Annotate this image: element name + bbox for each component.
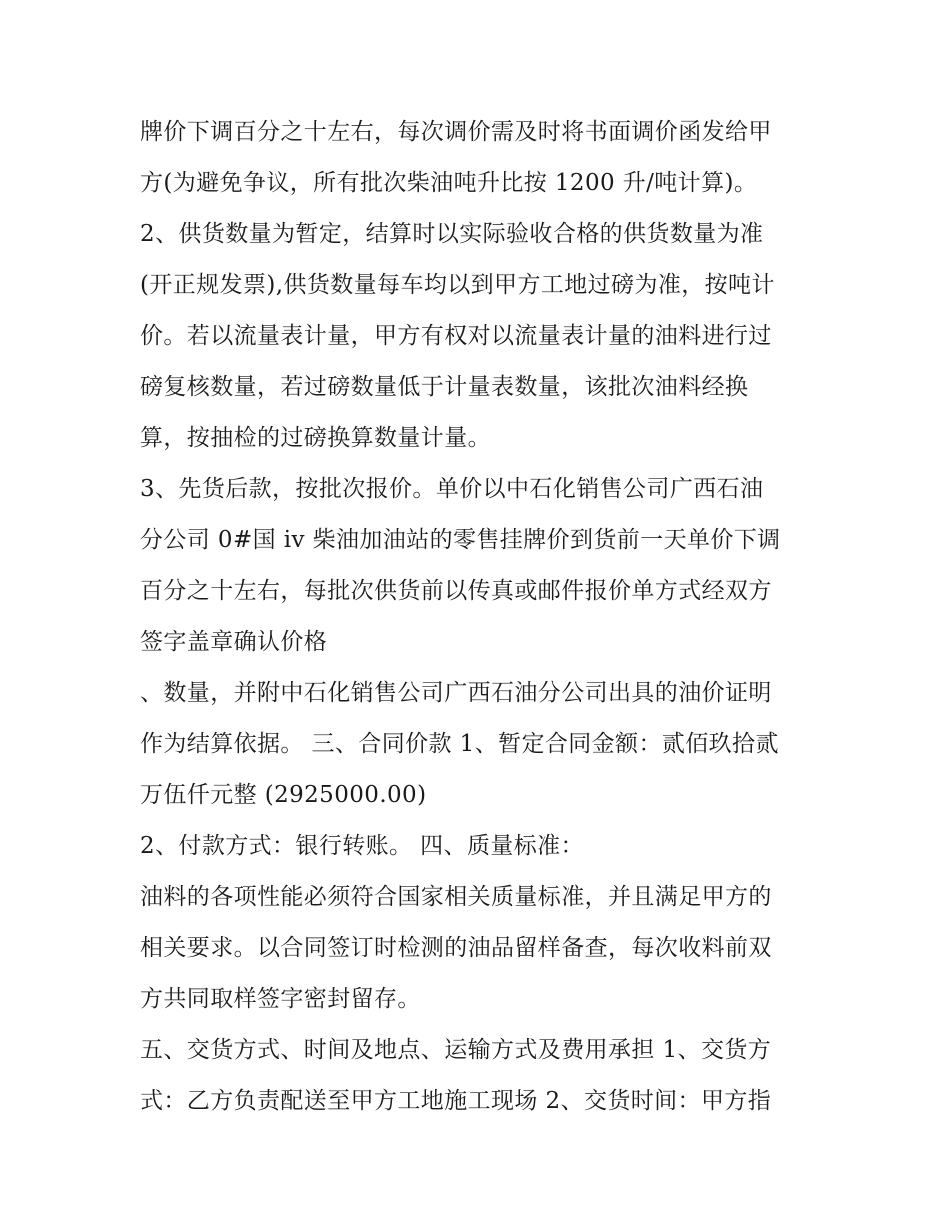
- text-line: 式：乙方负责配送至甲方工地施工现场 2、交货时间：甲方指: [140, 1088, 772, 1114]
- text-line: 价。若以流量表计量，甲方有权对以流量表计量的油料进行过: [140, 323, 772, 349]
- text-line: 百分之十左右，每批次供货前以传真或邮件报价单方式经双方: [140, 578, 772, 604]
- text-line: 磅复核数量，若过磅数量低于计量表数量，该批次油料经换: [140, 374, 749, 400]
- text-line: 方(为避免争议，所有批次柴油吨升比按 1200 升/吨计算)。: [140, 170, 758, 196]
- text-line: 2、供货数量为暂定，结算时以实际验收合格的供货数量为准: [140, 221, 764, 247]
- text-line: 方共同取样签字密封留存。: [140, 986, 421, 1012]
- text-line: 2、付款方式：银行转账。 四、质量标准：: [140, 833, 584, 859]
- text-line: 、数量，并附中石化销售公司广西石油分公司出具的油价证明: [140, 680, 772, 706]
- text-line: 作为结算依据。 三、合同价款 1、暂定合同金额：贰佰玖拾贰: [140, 731, 779, 757]
- document-body: [140, 107, 820, 1127]
- text-line: 牌价下调百分之十左右，每次调价需及时将书面调价函发给甲: [140, 119, 772, 145]
- text-line: 油料的各项性能必须符合国家相关质量标准，并且满足甲方的: [140, 884, 772, 910]
- text-line: 万伍仟元整 (2925000.00): [140, 782, 427, 808]
- text-line: 相关要求。以合同签订时检测的油品留样备查，每次收料前双: [140, 935, 772, 961]
- text-line: (开正规发票),供货数量每车均以到甲方工地过磅为准，按吨计: [140, 272, 775, 298]
- text-line: 分公司 0#国 iv 柴油加油站的零售挂牌价到货前一天单价下调: [140, 527, 781, 553]
- text-line: 五、交货方式、时间及地点、运输方式及费用承担 1、交货方: [140, 1037, 772, 1063]
- text-line: 3、先货后款，按批次报价。单价以中石化销售公司广西石油: [140, 476, 764, 502]
- text-line: 签字盖章确认价格: [140, 629, 328, 655]
- text-line: 算，按抽检的过磅换算数量计量。: [140, 425, 491, 451]
